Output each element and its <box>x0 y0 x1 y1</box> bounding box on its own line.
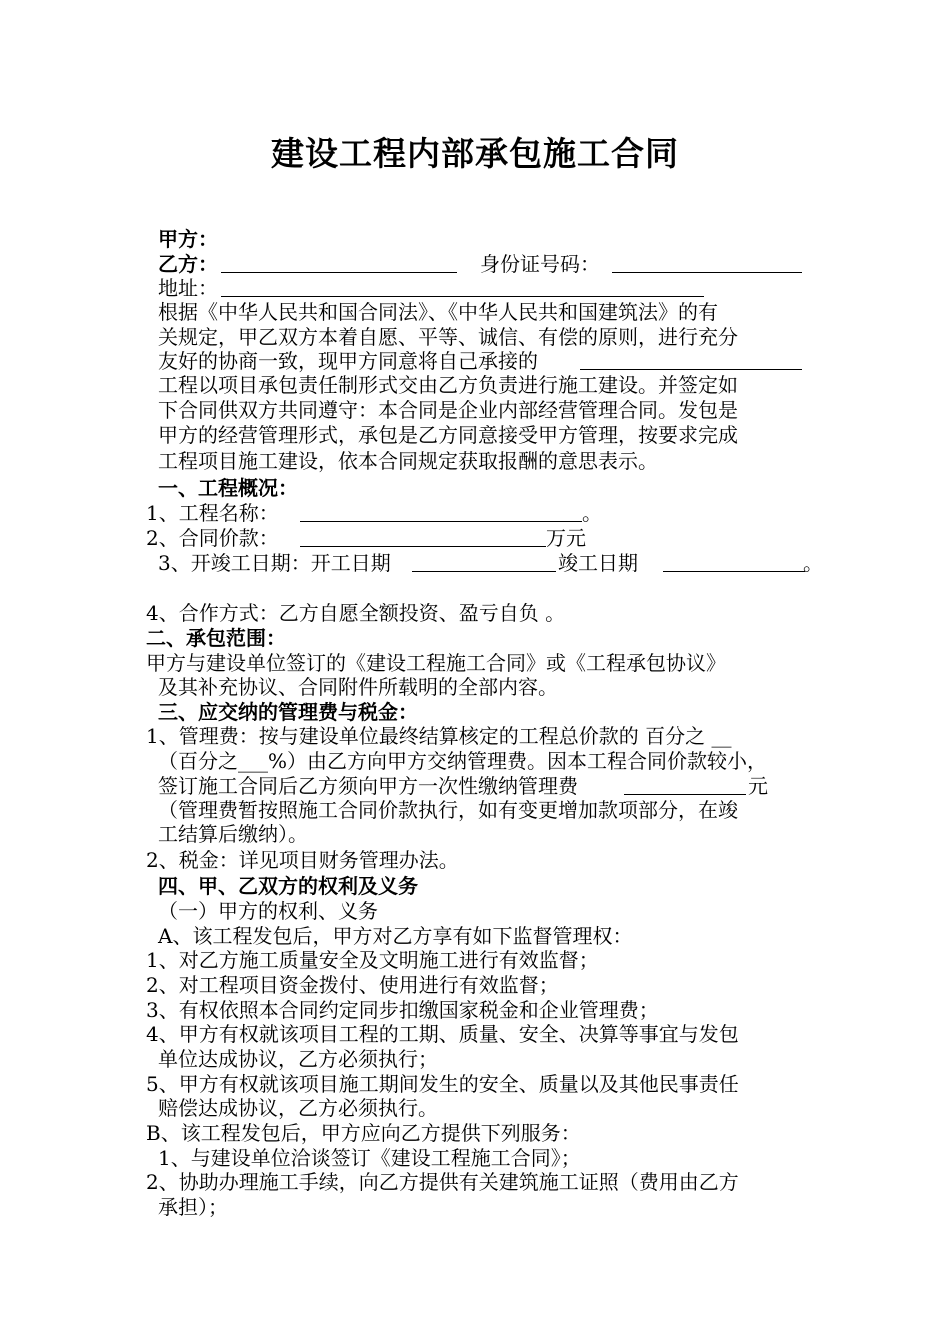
start-date-label: 3、开竣工日期：开工日期 <box>158 551 391 575</box>
project-name-blank <box>300 501 582 522</box>
project-name-label: 1、工程名称： <box>146 501 279 525</box>
preamble-line: 工程项目施工建设，依本合同规定获取报酬的意思表示。 <box>158 449 658 473</box>
id-number-label: 身份证号码： <box>480 252 600 276</box>
tax-line: 2、税金：详见项目财务管理办法。 <box>146 848 459 872</box>
period: 。 <box>803 551 823 575</box>
end-date-label: 竣工日期 <box>558 551 638 575</box>
start-date-blank <box>412 551 556 572</box>
clause-line: 2、对工程项目资金拨付、使用进行有效监督； <box>146 973 559 997</box>
address-blank <box>221 276 704 297</box>
party-b-label: 乙方： <box>158 252 218 276</box>
fee-line: 签订施工合同后乙方须向甲方一次性缴纳管理费 <box>158 774 578 798</box>
period: 。 <box>582 501 602 525</box>
fee-line: （管理费暂按照施工合同价款执行，如有变更增加款项部分，在竣 <box>158 798 738 822</box>
cooperation-mode: 4、合作方式：乙方自愿全额投资、盈亏自负 。 <box>146 601 566 625</box>
subsection-heading: （一）甲方的权利、义务 <box>158 899 378 923</box>
section-heading: 二、承包范围： <box>146 626 286 650</box>
section-heading: 一、工程概况： <box>158 476 298 500</box>
section-heading: 四、甲、乙双方的权利及义务 <box>158 874 418 898</box>
clause-line: A、该工程发包后，甲方对乙方享有如下监督管理权： <box>158 924 633 948</box>
preamble-line: 下合同供双方共同遵守：本合同是企业内部经营管理合同。发包是 <box>158 398 738 422</box>
document-title: 建设工程内部承包施工合同 <box>271 134 679 173</box>
clause-line: 1、与建设单位洽谈签订《建设工程施工合同》； <box>158 1146 581 1170</box>
clause-line: 赔偿达成协议，乙方必须执行。 <box>158 1096 438 1120</box>
fee-line: 工结算后缴纳）。 <box>158 822 308 846</box>
contract-price-blank <box>300 526 546 547</box>
scope-line: 甲方与建设单位签订的《建设工程施工合同》或《工程承包协议》 <box>146 651 726 675</box>
section-heading: 三、应交纳的管理费与税金： <box>158 700 418 724</box>
preamble-line: 根据《中华人民共和国合同法》、《中华人民共和国建筑法》的有 <box>158 300 718 324</box>
address-label: 地址： <box>158 276 218 300</box>
scope-line: 及其补充协议、合同附件所载明的全部内容。 <box>158 675 558 699</box>
preamble-line: 工程以项目承包责任制形式交由乙方负责进行施工建设。并签定如 <box>158 373 738 397</box>
clause-line: 4、甲方有权就该项目工程的工期、质量、安全、决算等事宜与发包 <box>146 1022 739 1046</box>
end-date-blank <box>663 551 805 572</box>
party-a-label: 甲方： <box>158 227 218 251</box>
fee-unit: 元 <box>748 774 768 798</box>
contract-price-label: 2、合同价款： <box>146 526 279 550</box>
contract-price-unit: 万元 <box>546 526 586 550</box>
clause-line: 承担）； <box>158 1195 228 1219</box>
preamble-line: 关规定，甲乙双方本着自愿、平等、诚信、有偿的原则，进行充分 <box>158 325 738 349</box>
clause-line: 5、甲方有权就该项目施工期间发生的安全、质量以及其他民事责任 <box>146 1072 739 1096</box>
project-blank <box>580 349 802 370</box>
clause-line: 1、对乙方施工质量安全及文明施工进行有效监督； <box>146 948 599 972</box>
preamble-line: 甲方的经营管理形式，承包是乙方同意接受甲方管理，按要求完成 <box>158 423 738 447</box>
fee-line: 1、管理费：按与建设单位最终结算核定的工程总价款的 百分之 __ <box>146 724 732 748</box>
party-b-blank <box>221 252 457 273</box>
clause-line: 3、有权依照本合同约定同步扣缴国家税金和企业管理费； <box>146 998 659 1022</box>
preamble-line: 友好的协商一致，现甲方同意将自己承接的 <box>158 349 538 373</box>
clause-line: 单位达成协议，乙方必须执行； <box>158 1047 438 1071</box>
fee-amount-blank <box>624 774 746 795</box>
clause-line: 2、协助办理施工手续，向乙方提供有关建筑施工证照（费用由乙方 <box>146 1170 739 1194</box>
fee-line: （百分之___%）由乙方向甲方交纳管理费。因本工程合同价款较小， <box>158 749 768 773</box>
id-number-blank <box>612 252 802 273</box>
clause-line: B、该工程发包后，甲方应向乙方提供下列服务： <box>146 1121 581 1145</box>
